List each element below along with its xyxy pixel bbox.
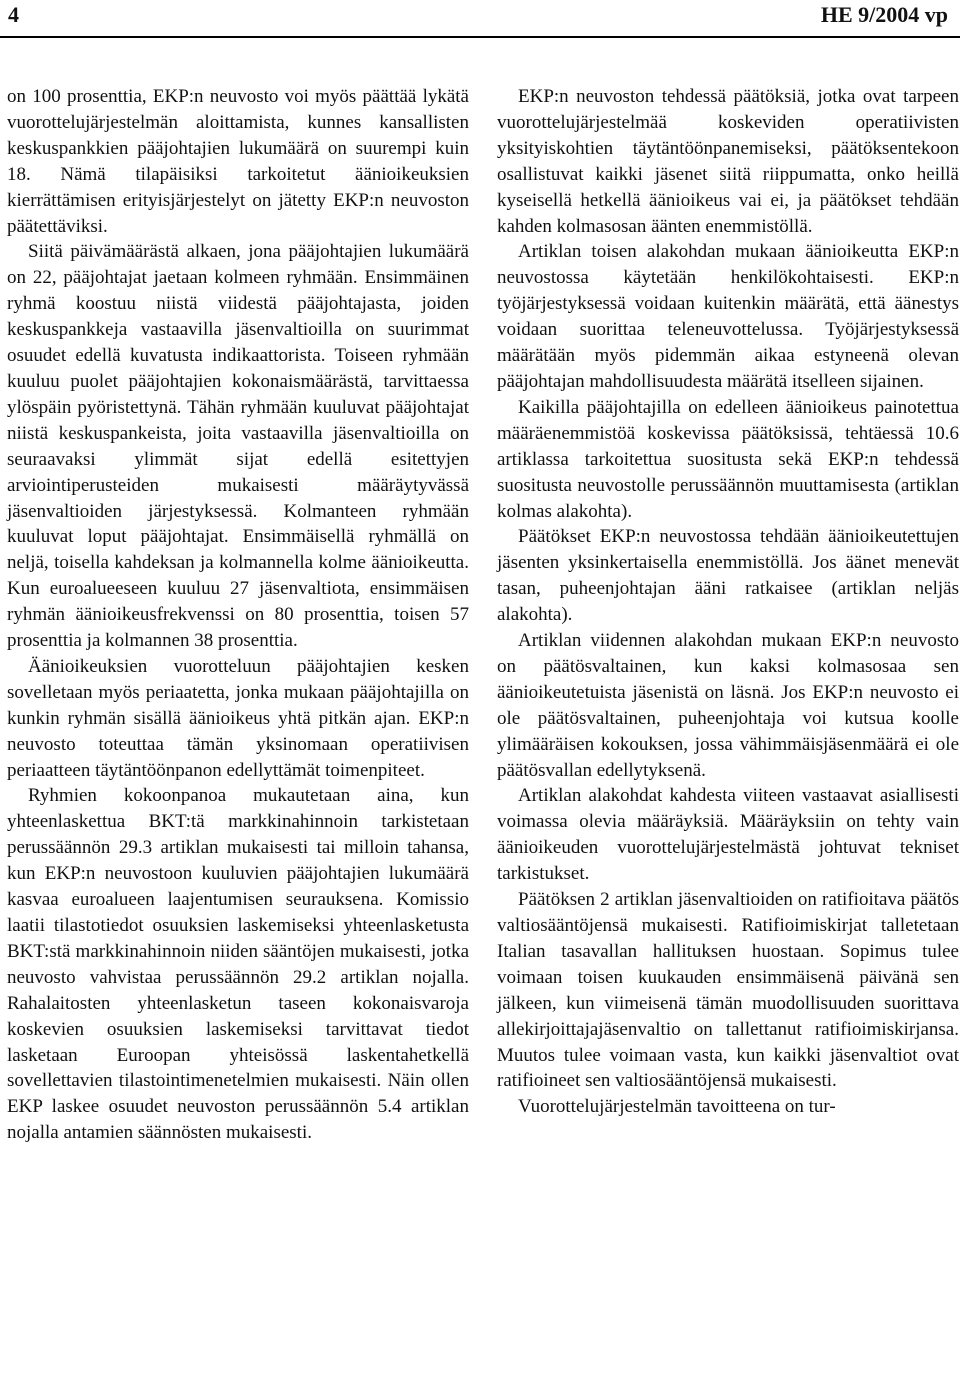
paragraph: Päätöksen 2 artiklan jäsenvaltioiden on ratifioitava päätös valtiosääntöjensä mukaisesti. Ratifioimiskirjat talletetaan Italian tasavallan hallituksen huostaan. Sopimus tulee voimaan toisen kuukauden ensimmäisenä päivänä sen jälkeen, kun viimeisenä tämän muodollisuuden suorittava allekirjoittajajäsenvaltio on tallettanut ratifioimiskirjansa. Muutos tulee voimaan vasta, kun kaikki jäsenvaltiot ovat ratifioineet sen valtiosääntöjensä mukaisesti.: [497, 889, 959, 1092]
left-column: [7, 84, 469, 1146]
paragraph: Päätökset EKP:n neuvostossa tehdään äänioikeutettujen jäsenten yksinkertaisella enemmistöllä. Jos äänet menevät tasan, puheenjohtajan ääni ratkaisee (artiklan neljäs alakohta).: [497, 526, 959, 626]
paragraph: Artiklan toisen alakohdan mukaan äänioikeutta EKP:n neuvostossa käytetään henkilökohtaisesti. EKP:n työjärjestyksessä voidaan kuitenkin määrätä, että äänestys voidaan suorittaa teleneuvottelussa. Työjärjestyksessä määrätään myös pidemmän aikaa estyneenä olevan pääjohtajan mahdollisuudesta määrätä itselleen sijainen.: [497, 241, 959, 392]
paragraph: Artiklan viidennen alakohdan mukaan EKP:n neuvosto on päätösvaltainen, kun kaksi kolmasosaa sen äänioikeutetuista jäsenistä on läsnä. Jos EKP:n neuvosto ei ole päätösvaltainen, puheenjohtaja voi kutsua koolle ylimääräisen kokouksen, jossa vähimmäisjäsenmäärä ei ole päätösvallan edellytyksenä.: [497, 630, 959, 781]
paragraph: Kaikilla pääjohtajilla on edelleen äänioikeus painotettua määräenemmistöä koskevissa päätöksissä, tehtäessä 10.6 artiklassa tarkoitettua suositusta sekä EKP:n tehdessä suositusta neuvostolle perussäännön muuttamisesta (artiklan kolmas alakohta).: [497, 396, 959, 522]
page-number: 4: [8, 2, 19, 27]
paragraph: Siitä päivämäärästä alkaen, jona pääjohtajien lukumäärä on 22, pääjohtajat jaetaan kolmeen ryhmään. Ensimmäinen ryhmä koostuu niistä viidestä pääjohtajasta, joiden keskuspankkeja vastaavilla jäsenvaltioilla on suurimmat osuudet edellä kuvatusta indikaattorista. Toiseen ryhmään kuuluu puolet pääjohtajien kokonaismäärästä, tarvittaessa ylöspäin pyöristettynä. Tähän ryhmään kuuluvat pääjohtajat niistä keskuspankeista, joita vastaavilla jäsenvaltioilla on seuraavaksi ylimmät sijat edellä esitettyjen arviointiperusteiden mukaisesti määräytyvässä jäsenvaltioiden järjestyksessä. Kolmanteen ryhmään kuuluvat loput pääjohtajat. Ensimmäisellä ryhmällä on neljä, toisella kahdeksan ja kolmannella kolme äänioikeutta. Kun euroalueeseen kuuluu 27 jäsenvaltiota, ensimmäisen ryhmän äänioikeusfrekvenssi on 80 prosenttia, toisen 57 prosenttia ja kolmannen 38 prosenttia.: [7, 241, 469, 652]
paragraph: on 100 prosenttia, EKP:n neuvosto voi myös päättää lykätä vuorottelujärjestelmän aloittamista, kunnes kansallisten keskuspankkien pääjohtajien lukumäärä on suurempi kuin 18. Nämä tilapäisiksi tarkoitetut äänioikeuksien kierrättämisen erityisjärjestelyt on jätetty EKP:n neuvoston päätettäviksi.: [7, 86, 469, 237]
document-id: HE 9/2004 vp: [820, 2, 948, 27]
paragraph: EKP:n neuvoston tehdessä päätöksiä, jotka ovat tarpeen vuorottelujärjestelmää koskeviden operatiivisten yksityiskohtien täytäntöönpanemiseksi, päätöksentekoon osallistuvat kaikki jäsenet siitä riippumatta, onko heillä kyseisellä hetkellä äänioikeus vai ei, ja päätökset tehdään kahden kolmasosan äänten enemmistöllä.: [497, 86, 959, 237]
right-column: [497, 84, 959, 1120]
paragraph: Äänioikeuksien vuorotteluun pääjohtajien kesken sovelletaan myös periaatetta, jonka mukaan pääjohtajilla on kunkin ryhmän sisällä äänioikeus yhtä pitkän ajan. EKP:n neuvosto toteuttaa tämän yksinomaan operatiivisen periaatteen täytäntöönpanon edellyttämät toimenpiteet.: [7, 655, 469, 781]
page-header: [0, 0, 960, 34]
header-rule: [0, 36, 960, 38]
paragraph: Vuorottelujärjestelmän tavoitteena on tur-: [518, 1096, 836, 1118]
paragraph: Ryhmien kokoonpanoa mukautetaan aina, kun yhteenlaskettua BKT:tä markkinahinnoin tarkistetaan perussäännön 29.3 artiklan mukaisesti tai milloin tahansa, kun EKP:n neuvostoon kuuluvien pääjohtajien lukumäärä kasvaa euroalueen laajentumisen seurauksena. Komissio laatii tilastotiedot osuuksien laskemiseksi yhteenlasketusta BKT:stä markkinahinnoin niiden sääntöjen mukaisesti, jotka neuvosto vahvistaa perussäännön 29.2 artiklan nojalla. Rahalaitosten yhteenlasketun taseen kokonaisvaroja koskevien osuuksien laskemiseksi tarvittavat tiedot lasketaan Euroopan yhteisössä laskentahetkellä sovellettavien tilastointimenetelmien mukaisesti. Näin ollen EKP laskee osuudet neuvoston perussäännön 5.4 artiklan nojalla antamien säännösten mukaisesti.: [7, 785, 469, 1144]
paragraph: Artiklan alakohdat kahdesta viiteen vastaavat asiallisesti voimassa olevia määräyksiä. Määräyksiin on tehty vain äänioikeuden vuorottelujärjestelmästä johtuvat tekniset tarkistukset.: [497, 785, 959, 885]
